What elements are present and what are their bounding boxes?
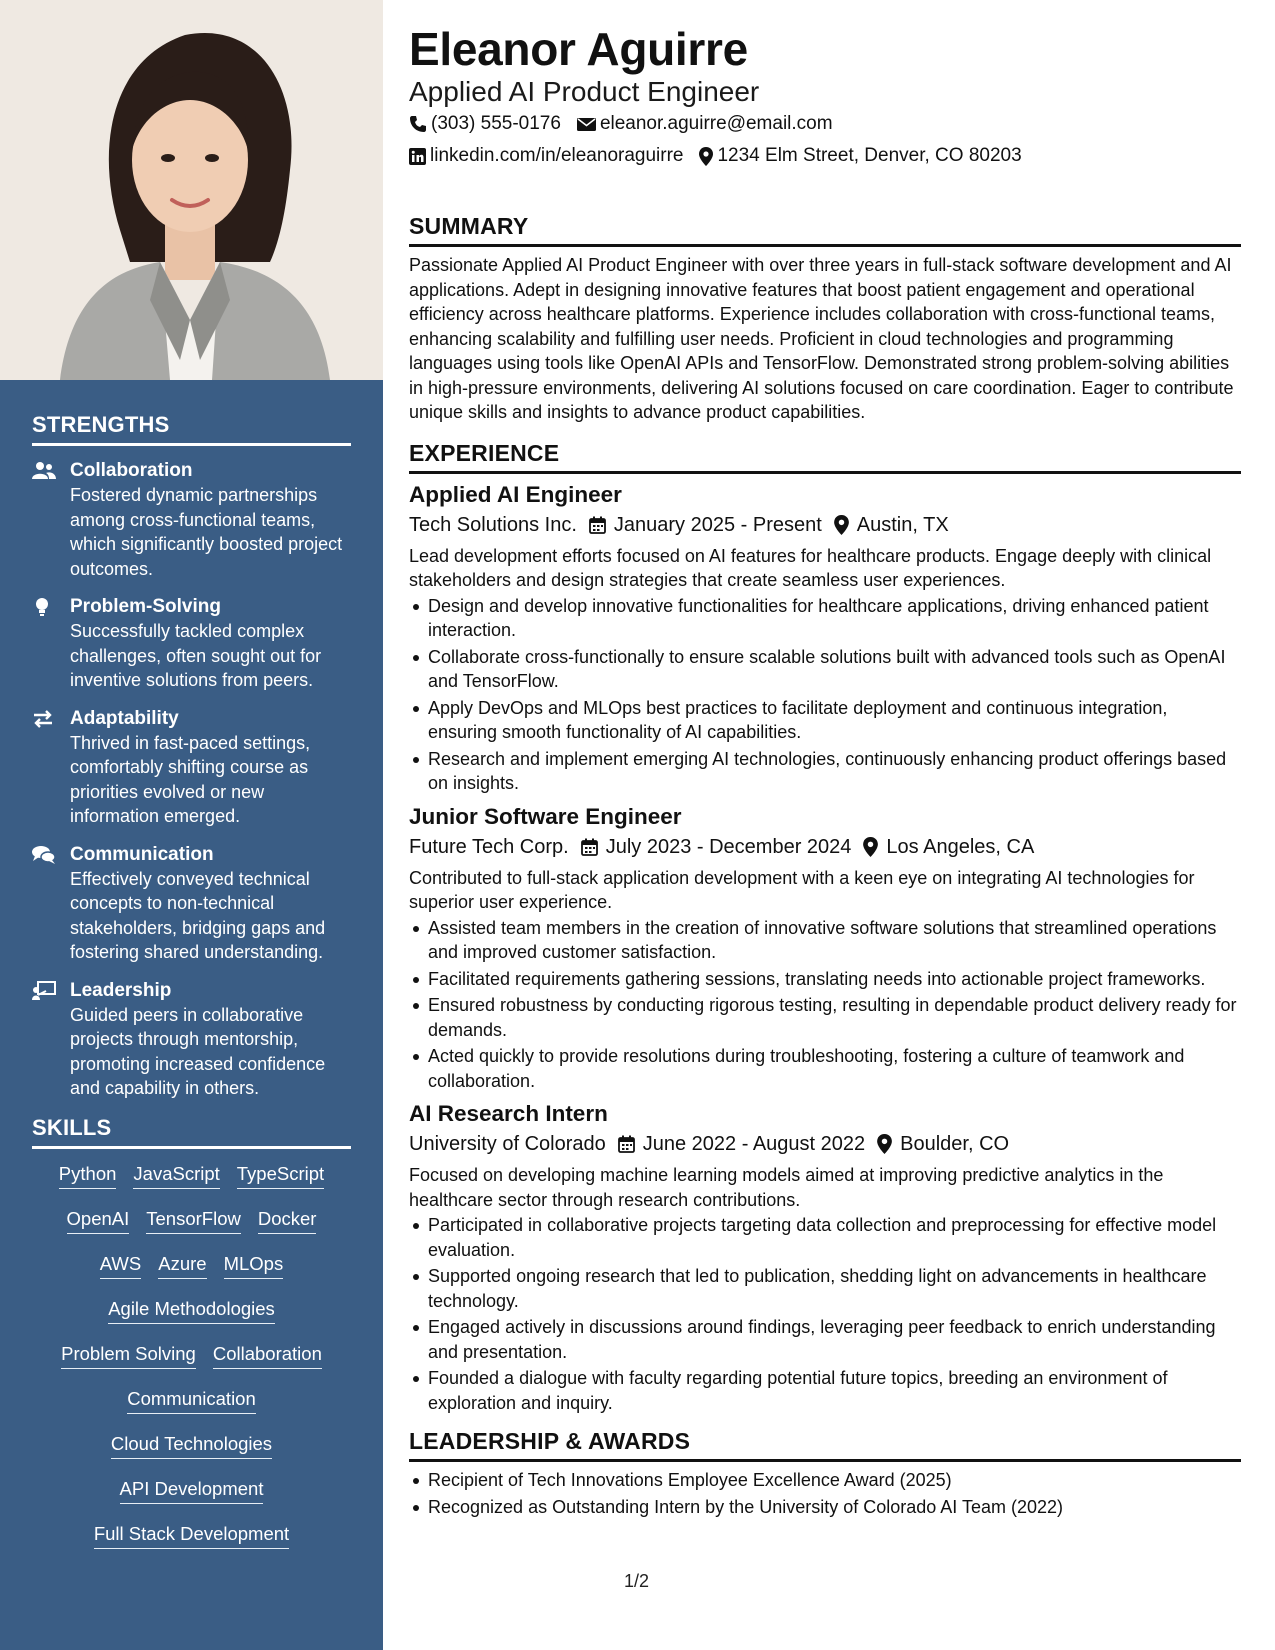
summary-text: Passionate Applied AI Product Engineer with over three years in full-stack software development and AI applications. Adept in designing innovative features that boost patient engagement and operational efficiency across healthcare platforms. Experience includes collaboration with cross-functional teams, enhancing scalability and fulfilling user needs. Proficient in cloud technologies and programming languages using tools like OpenAI APIs and TensorFlow. Demonstrated strong problem-solving abilities in high-pressure environments, delivering AI solutions focused on care coordination. Eager to contribute unique skills and insights to advance product capabilities. bbox=[409, 255, 1234, 422]
lightbulb-icon bbox=[32, 597, 56, 617]
bullet-item: Design and develop innovative functionalities for healthcare applications, driving enhanced patient interaction. bbox=[409, 594, 1241, 643]
skill-tag: TypeScript bbox=[237, 1161, 324, 1189]
job-entry bbox=[409, 1099, 1241, 1415]
job-meta bbox=[409, 1129, 1241, 1159]
skill-row bbox=[32, 1296, 351, 1341]
job-title: AI Research Intern bbox=[409, 1101, 608, 1126]
sidebar bbox=[0, 0, 383, 1650]
dates-label: January 2025 - Present bbox=[613, 513, 822, 536]
linkedin-icon bbox=[409, 148, 426, 165]
skill-tag: API Development bbox=[120, 1476, 264, 1504]
company-label: Future Tech Corp. bbox=[409, 835, 569, 858]
linkedin-contact[interactable] bbox=[409, 140, 683, 172]
contact-row bbox=[409, 140, 1241, 172]
strength-item bbox=[32, 595, 351, 693]
calendar-icon bbox=[589, 516, 606, 534]
job-bullets bbox=[409, 916, 1241, 1094]
linkedin-url: linkedin.com/in/eleanoraguirre bbox=[430, 145, 684, 166]
strength-description: Fostered dynamic partnerships among cross-functional teams, which significantly boosted project outcomes. bbox=[70, 485, 343, 579]
portrait-illustration bbox=[0, 0, 383, 380]
bullet-item: Ensured robustness by conducting rigorous testing, resulting in dependable product delivery ready for demands. bbox=[409, 993, 1241, 1042]
profile-photo bbox=[0, 0, 383, 380]
skill-tag: Docker bbox=[258, 1206, 317, 1234]
calendar-icon bbox=[618, 1135, 635, 1153]
location-label: Los Angeles, CA bbox=[886, 835, 1035, 858]
bullet-item: Acted quickly to provide resolutions during troubleshooting, fostering a culture of teamwork and collaboration. bbox=[409, 1044, 1241, 1093]
strength-description: Effectively conveyed technical concepts to non-technical stakeholders, bridging gaps and fostering shared understanding. bbox=[70, 868, 326, 962]
skill-tag: JavaScript bbox=[133, 1161, 219, 1189]
skill-tag: Collaboration bbox=[213, 1341, 322, 1369]
skill-tag: Full Stack Development bbox=[94, 1521, 289, 1549]
company-label: Tech Solutions Inc. bbox=[409, 513, 577, 536]
company-name bbox=[409, 832, 569, 862]
strength-item bbox=[32, 979, 351, 1101]
bullet-item: Engaged actively in discussions around findings, leveraging peer feedback to enrich understanding and presentation. bbox=[409, 1315, 1241, 1364]
skill-tag: Problem Solving bbox=[61, 1341, 196, 1369]
strengths-heading: STRENGTHS bbox=[32, 412, 351, 446]
street-address: 1234 Elm Street, Denver, CO 80203 bbox=[717, 145, 1022, 166]
job-location bbox=[834, 510, 949, 540]
awards-heading: LEADERSHIP & AWARDS bbox=[409, 1427, 1241, 1462]
skills-list bbox=[32, 1161, 351, 1566]
comments-icon bbox=[32, 845, 56, 865]
map-marker-icon bbox=[863, 837, 878, 857]
job-meta bbox=[409, 832, 1241, 862]
job-description: Lead development efforts focused on AI features for healthcare products. Engage deeply with clinical stakeholders and design strategies that create seamless user experiences. bbox=[409, 545, 1212, 590]
strength-title: Adaptability bbox=[70, 707, 179, 729]
phone-icon bbox=[409, 115, 427, 133]
skill-tag: AWS bbox=[100, 1251, 141, 1279]
phone-number: (303) 555-0176 bbox=[431, 113, 561, 134]
awards-list bbox=[409, 1468, 1241, 1519]
skill-tag: Python bbox=[59, 1161, 117, 1189]
bullet-item: Collaborate cross-functionally to ensure scalable solutions built with advanced tools such as OpenAI and TensorFlow. bbox=[409, 645, 1241, 694]
job-dates bbox=[589, 510, 822, 540]
strength-title: Problem-Solving bbox=[70, 596, 221, 617]
job-dates bbox=[618, 1129, 865, 1159]
main-content bbox=[409, 22, 1241, 1521]
skill-tag: OpenAI bbox=[67, 1206, 130, 1234]
skill-row bbox=[32, 1341, 351, 1386]
bullet-item: Participated in collaborative projects targeting data collection and preprocessing for effective model evaluation. bbox=[409, 1213, 1241, 1262]
job-description: Focused on developing machine learning models aimed at improving predictive analytics in the healthcare sector through research contributions. bbox=[409, 1165, 1164, 1210]
strength-item bbox=[32, 843, 351, 965]
job-location bbox=[877, 1129, 1009, 1159]
skill-row bbox=[32, 1431, 351, 1476]
strength-title: Communication bbox=[70, 843, 214, 865]
award-item: Recipient of Tech Innovations Employee Excellence Award (2025) bbox=[409, 1468, 1241, 1493]
skill-row bbox=[32, 1386, 351, 1431]
job-bullets bbox=[409, 1213, 1241, 1415]
job-description: Contributed to full-stack application development with a keen eye on integrating AI technologies for superior user experience. bbox=[409, 867, 1195, 912]
envelope-icon bbox=[577, 117, 596, 132]
skill-tag: Azure bbox=[158, 1251, 206, 1279]
calendar-icon bbox=[581, 838, 598, 856]
map-marker-icon bbox=[834, 515, 849, 535]
bullet-item: Assisted team members in the creation of innovative software solutions that streamlined operations and improved customer satisfaction. bbox=[409, 916, 1241, 965]
skill-row bbox=[32, 1251, 351, 1296]
map-marker-icon bbox=[699, 147, 713, 166]
job-dates bbox=[581, 832, 852, 862]
skill-row bbox=[32, 1206, 351, 1251]
job-meta bbox=[409, 510, 1241, 540]
location-label: Austin, TX bbox=[856, 513, 949, 536]
skill-row bbox=[32, 1476, 351, 1521]
job-location bbox=[863, 832, 1034, 862]
skill-tag: Agile Methodologies bbox=[108, 1296, 275, 1324]
strength-description: Successfully tackled complex challenges, often sought out for inventive solutions from peers. bbox=[70, 621, 322, 690]
contact-row bbox=[409, 108, 1241, 140]
strength-item bbox=[32, 707, 351, 829]
exchange-icon bbox=[32, 709, 56, 729]
candidate-title: Applied AI Product Engineer bbox=[409, 76, 760, 107]
job-title: Junior Software Engineer bbox=[409, 803, 682, 829]
bullet-item: Supported ongoing research that led to publication, shedding light on advancements in healthcare technology. bbox=[409, 1264, 1241, 1313]
skill-row bbox=[32, 1521, 351, 1566]
job-entry bbox=[409, 802, 1241, 1094]
skill-tag: MLOps bbox=[224, 1251, 284, 1279]
skill-row bbox=[32, 1161, 351, 1206]
page-number: 1/2 bbox=[624, 1571, 650, 1591]
bullet-item: Founded a dialogue with faculty regarding potential future topics, breeding an environment of exploration and inquiry. bbox=[409, 1366, 1241, 1415]
phone-contact[interactable] bbox=[409, 108, 561, 140]
job-entry bbox=[409, 480, 1241, 796]
summary-heading: SUMMARY bbox=[409, 212, 1241, 247]
job-list bbox=[409, 480, 1241, 1416]
chalkboard-teacher-icon bbox=[32, 981, 56, 1001]
skill-tag: Cloud Technologies bbox=[111, 1431, 272, 1459]
dates-label: June 2022 - August 2022 bbox=[642, 1133, 866, 1155]
job-title: Applied AI Engineer bbox=[409, 481, 622, 507]
awards-section bbox=[409, 1427, 1241, 1519]
bullet-item: Facilitated requirements gathering sessions, translating needs into actionable project frameworks. bbox=[409, 967, 1241, 992]
email-contact[interactable] bbox=[577, 108, 833, 140]
skill-tag: Communication bbox=[127, 1386, 256, 1414]
job-bullets bbox=[409, 594, 1241, 796]
strength-description: Thrived in fast-paced settings, comfortably shifting course as priorities evolved or new information emerged. bbox=[70, 732, 311, 826]
summary-section bbox=[409, 212, 1241, 425]
strength-description: Guided peers in collaborative projects through mentorship, promoting increased confidence and capability in others. bbox=[70, 1004, 326, 1098]
map-marker-icon bbox=[877, 1134, 892, 1154]
strength-title: Collaboration bbox=[70, 460, 193, 481]
skills-heading: SKILLS bbox=[32, 1115, 351, 1149]
experience-section bbox=[409, 439, 1241, 1416]
strength-item bbox=[32, 459, 351, 581]
bullet-item: Apply DevOps and MLOps best practices to facilitate deployment and continuous integration, ensuring smooth functionality of AI capabilities. bbox=[409, 696, 1241, 745]
skill-tag: TensorFlow bbox=[146, 1206, 241, 1234]
bullet-item: Research and implement emerging AI technologies, continuously enhancing product offerings based on insights. bbox=[409, 747, 1241, 796]
dates-label: July 2023 - December 2024 bbox=[605, 835, 852, 858]
strength-title: Leadership bbox=[70, 979, 172, 1001]
users-icon bbox=[32, 461, 56, 481]
address-contact bbox=[699, 140, 1021, 172]
experience-heading: EXPERIENCE bbox=[409, 439, 1241, 474]
company-name bbox=[409, 1129, 606, 1159]
location-label: Boulder, CO bbox=[900, 1133, 1010, 1155]
strengths-list bbox=[32, 459, 351, 1101]
award-item: Recognized as Outstanding Intern by the University of Colorado AI Team (2022) bbox=[409, 1495, 1241, 1520]
company-label: University of Colorado bbox=[409, 1133, 606, 1155]
company-name bbox=[409, 510, 577, 540]
email-address: eleanor.aguirre@email.com bbox=[599, 113, 833, 134]
candidate-name: Eleanor Aguirre bbox=[409, 23, 748, 75]
